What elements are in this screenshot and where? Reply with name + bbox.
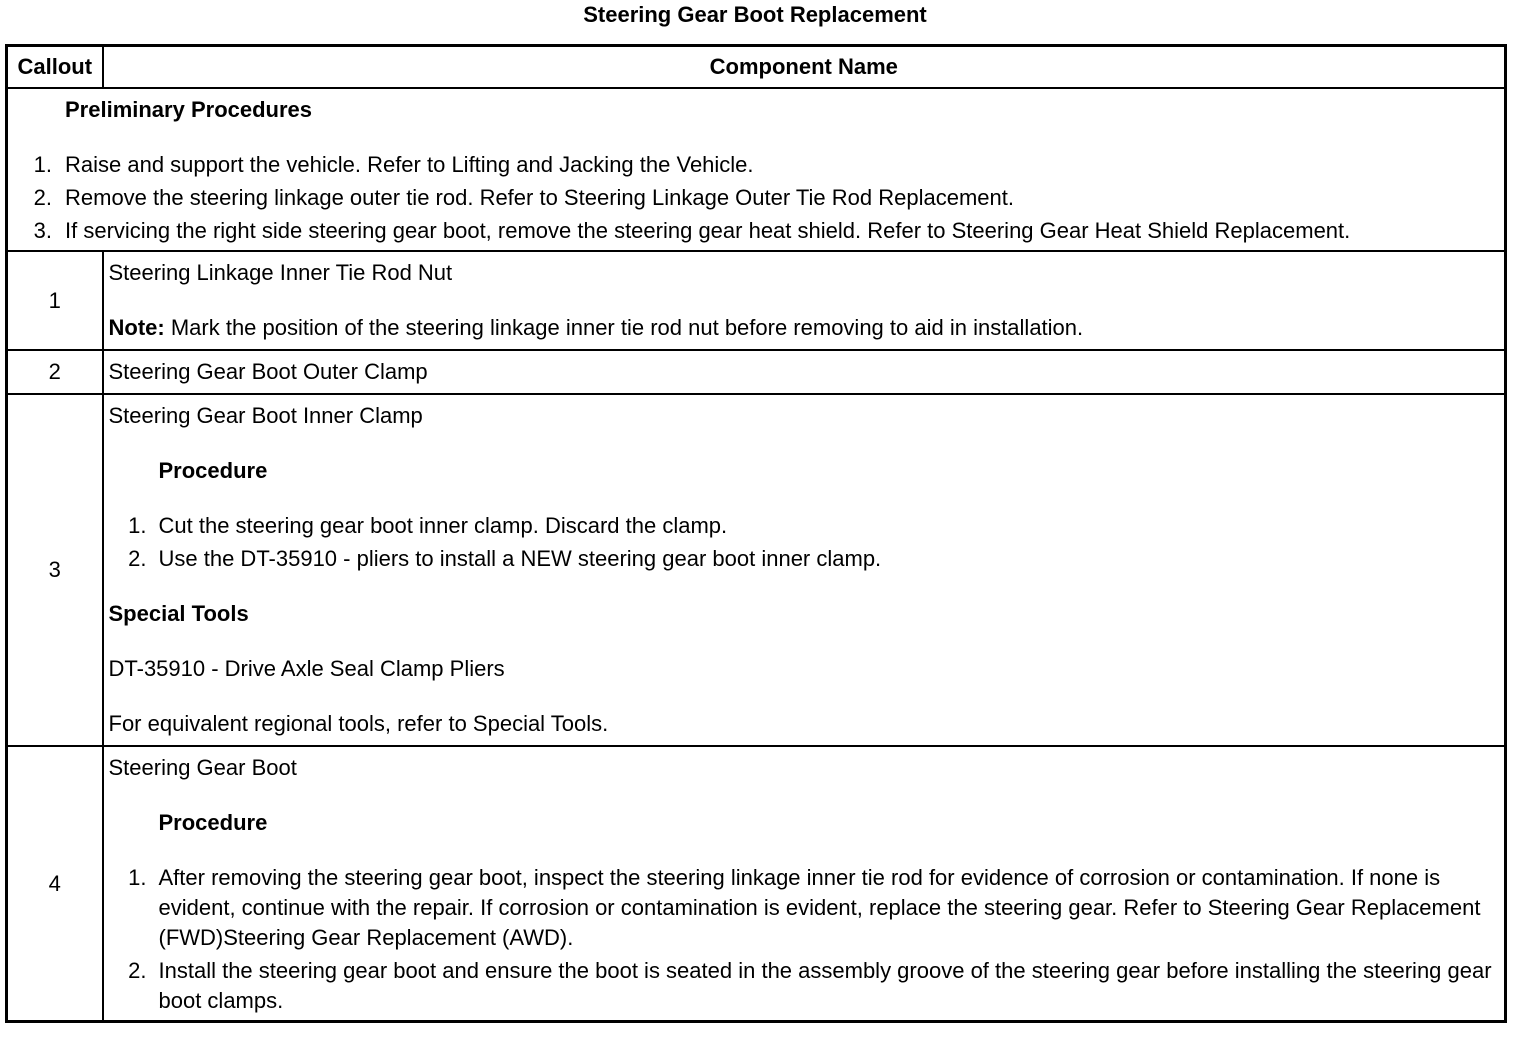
callout-cell: 3 <box>7 394 103 746</box>
document-title: Steering Gear Boot Replacement <box>583 2 927 27</box>
table-row <box>7 251 1506 350</box>
list-item: 1. Cut the steering gear boot inner clamp. Discard the clamp. <box>128 513 728 538</box>
list-item: 1. After removing the steering gear boot, inspect the steering linkage inner tie rod for evidence of corrosion or contamination. If none is evident, continue with the repair. If corrosion or contamination is evident, replace the steering gear. Refer to Steering Gear Replacement (FWD)Steering Gear Replacement (AWD). <box>128 865 1481 950</box>
table-row <box>7 746 1506 1022</box>
component-name: Steering Gear Boot Outer Clamp <box>108 359 428 384</box>
preliminary-heading: Preliminary Procedures <box>65 97 313 122</box>
table-row <box>7 350 1506 394</box>
list-item: 2. Use the DT-35910 - pliers to install a NEW steering gear boot inner clamp. <box>128 546 882 571</box>
component-name-column-header: Component Name <box>103 46 1506 89</box>
list-item: 1. Raise and support the vehicle. Refer to Lifting and Jacking the Vehicle. <box>33 152 754 177</box>
preliminary-steps-list <box>24 150 1492 246</box>
list-item: 2. Install the steering gear boot and ensure the boot is seated in the assembly groove of the steering gear before installing the steering gear boot clamps. <box>128 958 1492 1013</box>
callout-cell: 4 <box>7 746 103 1022</box>
procedure-heading: Procedure <box>158 810 268 835</box>
procedure-steps-list <box>109 863 1499 1016</box>
note: Note: Mark the position of the steering linkage inner tie rod nut before removing to aid in installation. <box>108 315 1084 340</box>
component-name: Steering Gear Boot Inner Clamp <box>108 403 423 428</box>
table-row <box>7 394 1506 746</box>
callout-cell: 1 <box>7 251 103 350</box>
callout-cell: 2 <box>7 350 103 394</box>
components-table <box>5 44 1507 1023</box>
component-name: Steering Linkage Inner Tie Rod Nut <box>108 260 453 285</box>
component-name: Steering Gear Boot <box>108 755 297 780</box>
procedure-heading: Procedure <box>158 458 268 483</box>
procedure-steps-list <box>109 511 1499 574</box>
list-item: 2. Remove the steering linkage outer tie rod. Refer to Steering Linkage Outer Tie Rod Replacement. <box>33 185 1014 210</box>
list-item: 3. If servicing the right side steering gear boot, remove the steering gear heat shield. Refer to Steering Gear Heat Shield Replacement. <box>33 218 1351 243</box>
callout-column-header: Callout <box>7 46 103 89</box>
header-row <box>7 46 1506 89</box>
special-tools-note: For equivalent regional tools, refer to Special Tools. <box>108 711 609 736</box>
special-tools-heading: Special Tools <box>108 601 249 626</box>
special-tool-item: DT-35910 - Drive Axle Seal Clamp Pliers <box>108 656 505 681</box>
preliminary-procedures-row <box>7 88 1506 251</box>
